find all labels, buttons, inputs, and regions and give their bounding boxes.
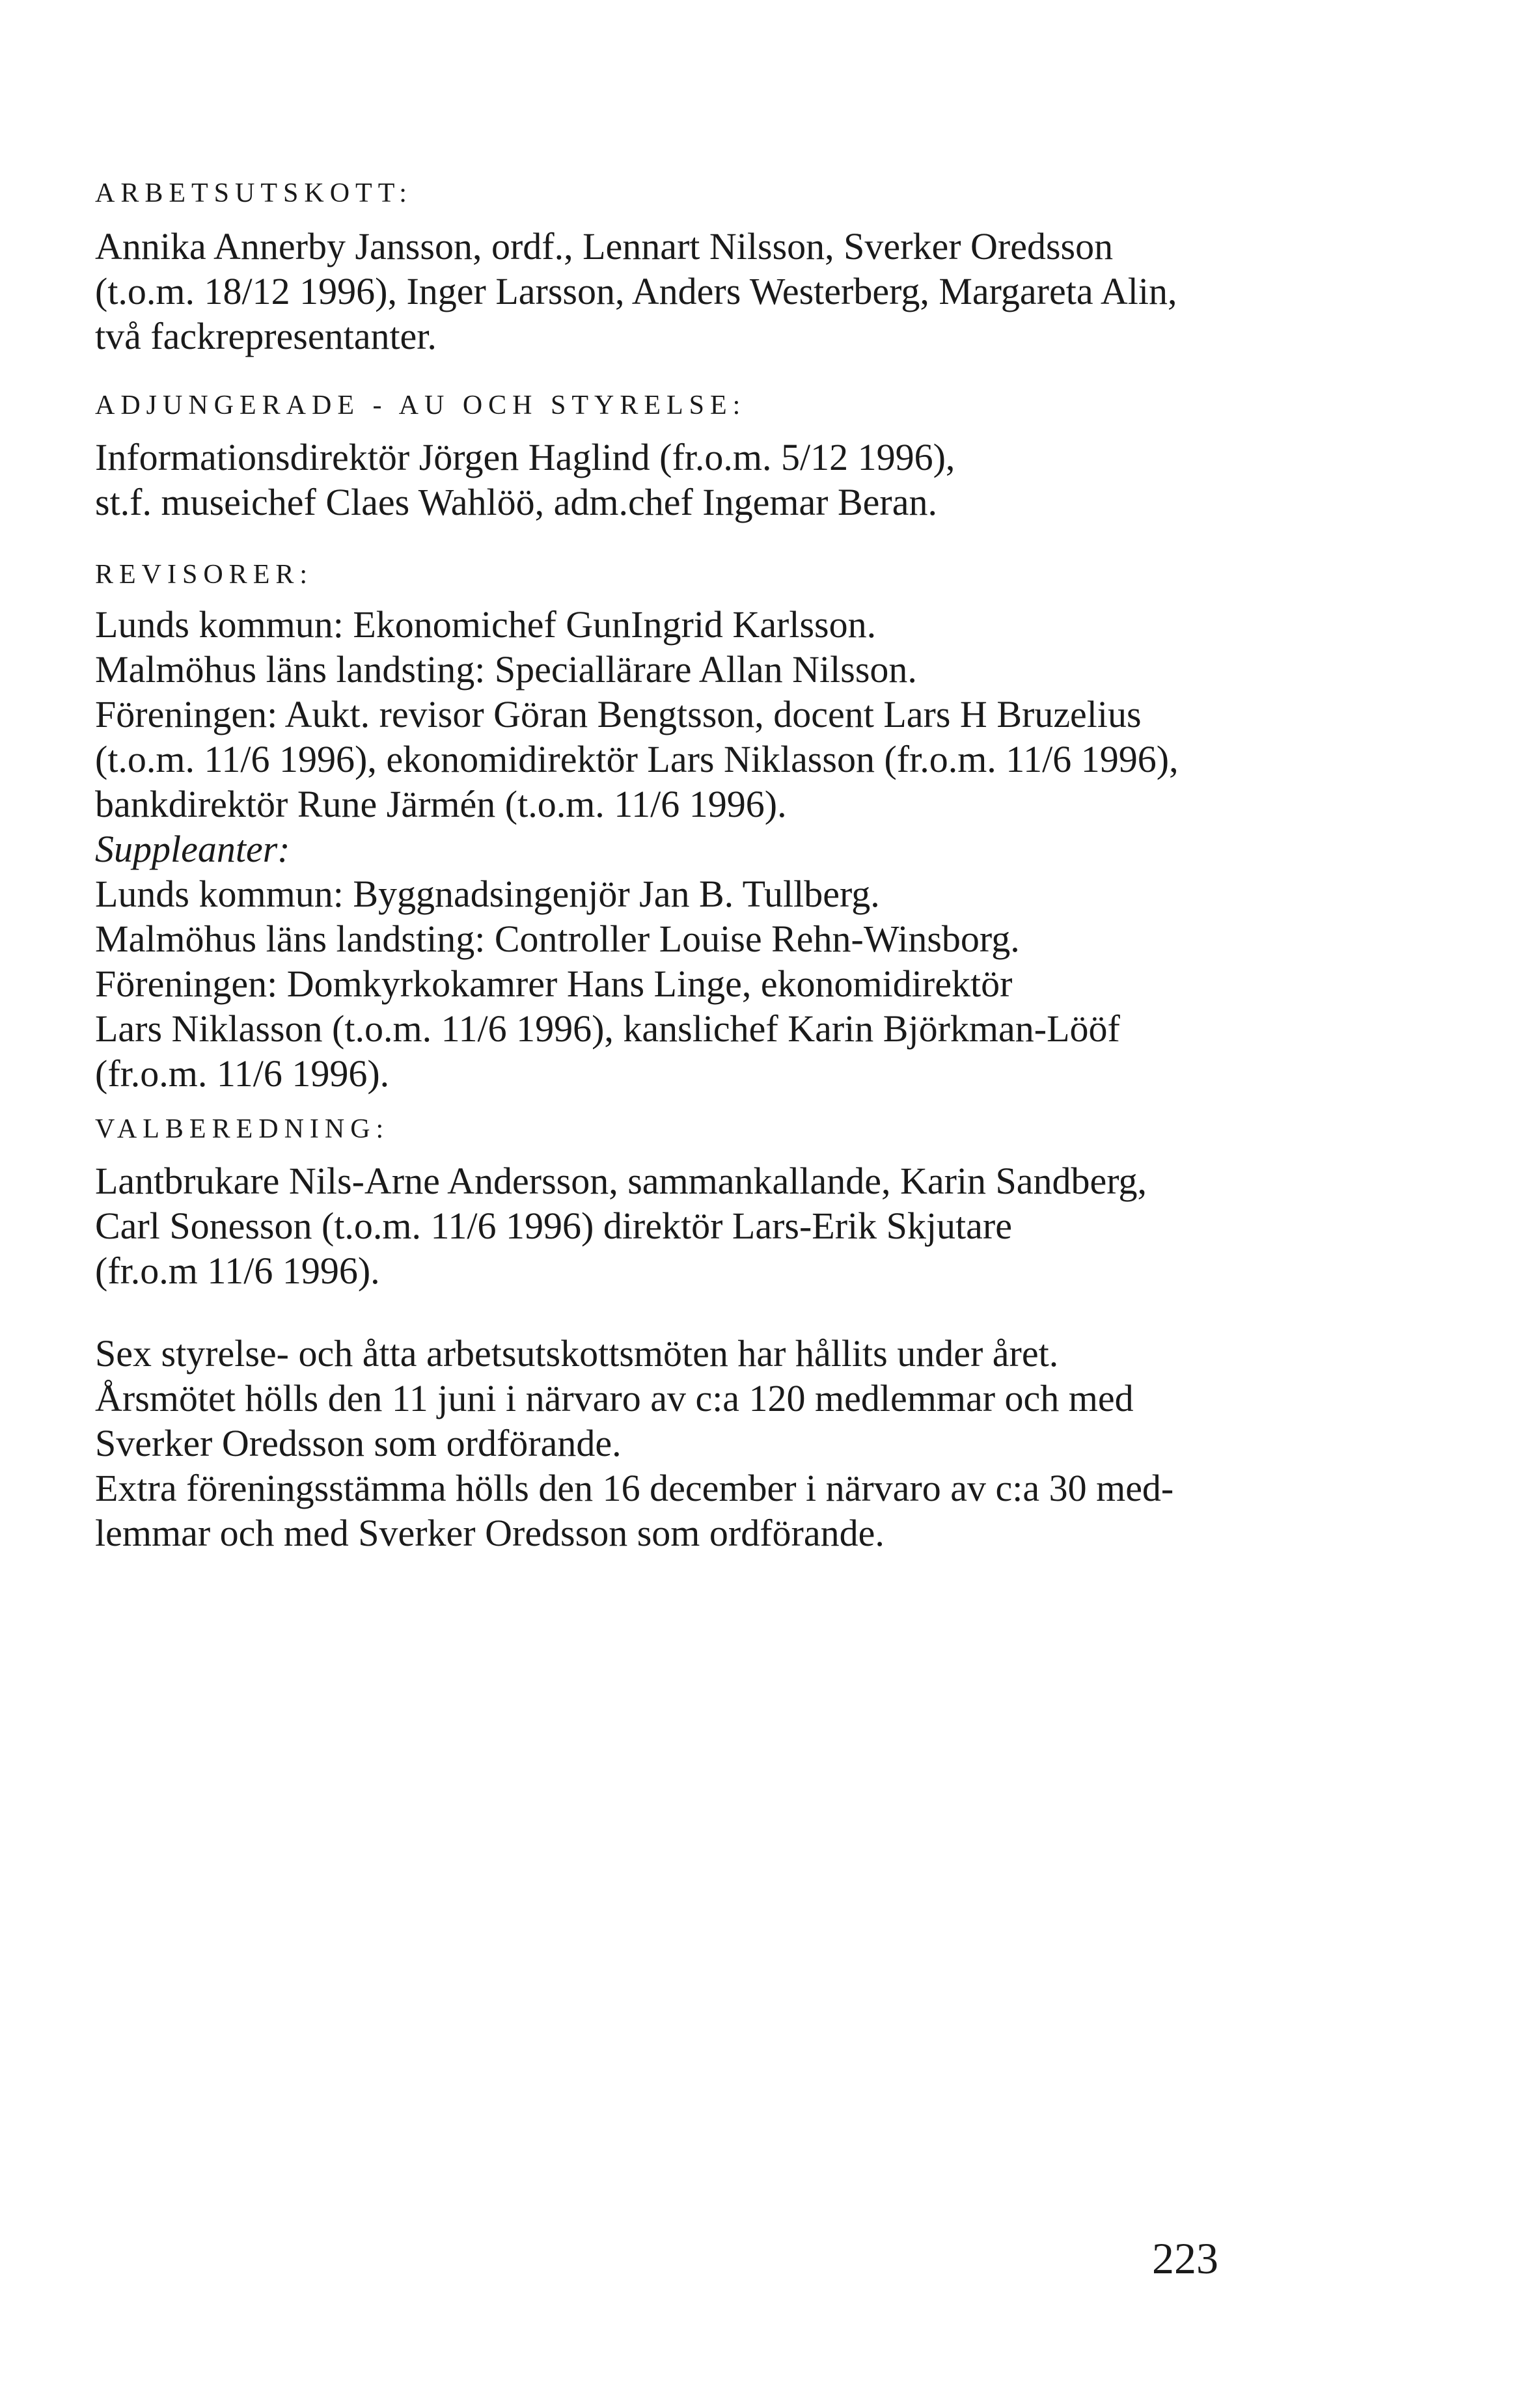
text-line: st.f. museichef Claes Wahlöö, adm.chef Ingemar Beran. [95, 481, 937, 523]
text-line: (t.o.m. 18/12 1996), Inger Larsson, Anders Westerberg, Margareta Alin, [95, 270, 1177, 312]
text-line: (fr.o.m 11/6 1996). [95, 1250, 380, 1292]
section-heading: VALBEREDNING: [95, 1114, 390, 1144]
text-line: två fackrepresentanter. [95, 315, 437, 357]
text-line: Årsmötet hölls den 11 juni i närvaro av c:a 120 medlemmar och med [95, 1377, 1134, 1419]
text-line: Informationsdirektör Jörgen Haglind (fr.o.m. 5/12 1996), [95, 436, 955, 478]
text-line: Lunds kommun: Byggnadsingenjör Jan B. Tullberg. [95, 873, 880, 915]
section-heading: REVISORER: [95, 560, 314, 590]
text-line: Extra föreningsstämma hölls den 16 december i närvaro av c:a 30 med- [95, 1467, 1174, 1509]
revisorer-body [95, 602, 1410, 1096]
text-line: (fr.o.m. 11/6 1996). [95, 1052, 390, 1095]
suppleanter-label: Suppleanter: [95, 828, 290, 870]
adjungerade-body [95, 435, 1410, 525]
text-line: Föreningen: Aukt. revisor Göran Bengtsson, docent Lars H Bruzelius [95, 693, 1142, 735]
page-number: 223 [1152, 2234, 1218, 2283]
text-line: Sverker Oredsson som ordförande. [95, 1422, 622, 1464]
text-line: Annika Annerby Jansson, ordf., Lennart Nilsson, Sverker Oredsson [95, 225, 1114, 267]
section-arbetsutskott [95, 177, 1410, 210]
text-line: Lunds kommun: Ekonomichef GunIngrid Karlsson. [95, 603, 877, 646]
text-line: Malmöhus läns landsting: Speciallärare Allan Nilsson. [95, 648, 917, 691]
text-line: Malmöhus läns landsting: Controller Louise Rehn-Winsborg. [95, 918, 1020, 960]
text-line: (t.o.m. 11/6 1996), ekonomidirektör Lars Niklasson (fr.o.m. 11/6 1996), [95, 738, 1179, 780]
section-heading: ARBETSUTSKOTT: [95, 178, 413, 208]
text-line: Carl Sonesson (t.o.m. 11/6 1996) direktör Lars-Erik Skjutare [95, 1205, 1012, 1247]
summary-paragraph [95, 1331, 1410, 1555]
arbetsutskott-body [95, 224, 1410, 359]
text-line: Sex styrelse- och åtta arbetsutskottsmöten har hållits under året. [95, 1332, 1059, 1375]
section-revisorer [95, 558, 1410, 591]
text-line: Föreningen: Domkyrkokamrer Hans Linge, ekonomidirektör [95, 963, 1013, 1005]
valberedning-body [95, 1158, 1410, 1293]
text-line: bankdirektör Rune Järmén (t.o.m. 11/6 1996). [95, 783, 787, 825]
section-adjungerade [95, 389, 1410, 422]
section-heading: ADJUNGERADE - AU OCH STYRELSE: [95, 390, 747, 420]
text-line: Lars Niklasson (t.o.m. 11/6 1996), kanslichef Karin Björkman-Lööf [95, 1007, 1120, 1050]
text-line: lemmar och med Sverker Oredsson som ordförande. [95, 1512, 885, 1554]
text-line: Lantbrukare Nils-Arne Andersson, sammankallande, Karin Sandberg, [95, 1160, 1147, 1202]
section-valberedning [95, 1113, 1410, 1145]
